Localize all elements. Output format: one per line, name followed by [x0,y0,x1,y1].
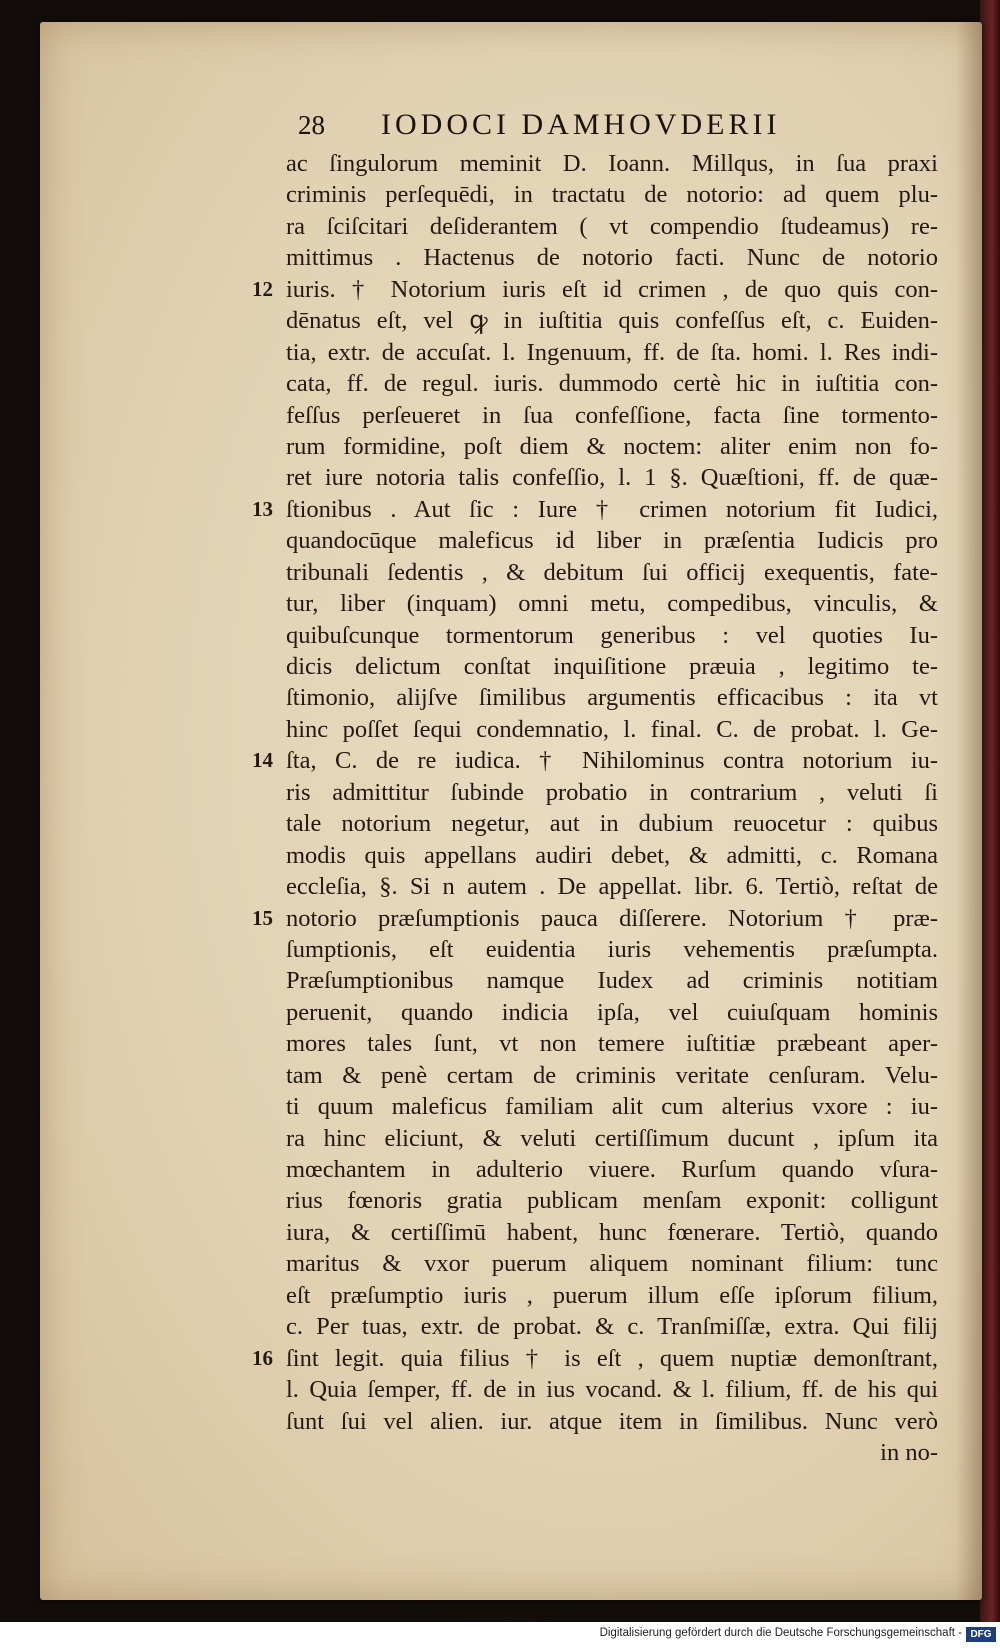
line-text: feſſus perſeueret in ſua confeſſione, facta ſine tormento- [286,401,938,429]
catchword: in no- [880,1438,938,1466]
line-text: eccleſia, §. Si n autem . De appellat. libr. 6. Tertiò, reſtat de [286,873,938,901]
book-page [40,22,982,1600]
text-line [40,651,982,682]
text-line [40,1060,982,1091]
margin-note-number: 12 [252,276,273,301]
line-text: ret iure notoria talis confeſſio, l. 1 §. Quæſtioni, ff. de quæ- [286,464,938,492]
text-line [40,1123,982,1154]
line-text: ſta, C. de re iudica. † Nihilominus contra notorium iu- [286,747,938,775]
line-text: rum formidine, poſt diem & noctem: aliter enim non fo- [286,432,938,460]
text-line [40,997,982,1028]
line-text: ſumptionis, eſt euidentia iuris vehementis præſumpta. [286,935,938,963]
line-text: ac ſingulorum meminit D. Ioann. Millqus, in ſua praxi [286,150,938,177]
line-text: dicis delictum conſtat inquiſitione præuia , legitimo te- [286,653,938,680]
text-line [40,211,982,242]
text-line [40,1374,982,1405]
line-text: mœchantem in adulterio viuere. Rurſum quando vſura- [286,1156,938,1183]
line-text: quandocūque maleficus id liber in præſentia Iudicis pro [286,527,938,555]
line-text: tale notorium negetur, aut in dubium reuocetur : quibus [286,810,938,838]
text-line [40,1091,982,1122]
text-line [40,1185,982,1216]
book-spine-edge [980,0,1000,1648]
line-text: mores tales ſunt, vt non temere iuſtitiæ præbeant aper- [286,1030,938,1058]
text-line [40,1311,982,1342]
text-line [40,179,982,210]
line-text: ti quum maleficus familiam alit cum alterius vxore : iu- [286,1093,938,1121]
text-line [40,557,982,588]
margin-note-number: 13 [252,496,273,521]
text-line [40,148,982,179]
line-text: rius fœnoris gratia publicam menſam exponit: colligunt [286,1187,938,1215]
text-line [40,337,982,368]
text-line [40,1217,982,1248]
line-text: quibuſcunque tormentorum generibus : vel quoties Iu- [286,621,938,649]
text-line [40,274,982,305]
text-line [40,714,982,745]
margin-note-number: 15 [252,905,273,930]
text-line [40,808,982,839]
line-text: ſint legit. quia filius † is eſt , quem nuptiæ demonſtrant, [286,1344,938,1372]
line-text: tribunali ſedentis , & debitum ſui officij exequentis, fate- [286,558,938,586]
running-head-title: IODOCI DAMHOVDERII [381,108,781,141]
body-text [40,148,982,1468]
line-text: ſtimonio, alijſve ſimilibus argumentis efficacibus : ita vt [286,684,938,712]
text-line [40,682,982,713]
line-text: iura, & certiſſimū habent, hunc fœnerare. Tertiò, quando [286,1218,938,1246]
line-text: criminis perſequēdi, in tractatu de notorio: ad quem plu- [286,181,938,209]
line-text: eſt præſumptio iuris , puerum illum eſſe ipſorum filium, [286,1281,938,1309]
running-head [298,108,938,152]
margin-note-number: 14 [252,748,273,773]
line-text: l. Quia ſemper, ff. de in ius vocand. & l. filium, ff. de his qui [286,1376,938,1404]
line-text: notorio præſumptionis pauca diſſerere. Notorium † præ- [286,904,938,932]
text-line [40,1154,982,1185]
catchword-line [40,1437,982,1468]
text-line [40,903,982,934]
text-line [40,588,982,619]
line-text: ra ſciſcitari deſiderantem ( vt compendio ſtudeamus) re- [286,212,938,240]
text-line [40,462,982,493]
line-text: dēnatus eſt, vel ꝙ in iuſtitia quis confeſſus eſt, c. Euiden- [286,307,938,335]
line-text: ris admittitur ſubinde probatio in contrarium , veluti ſi [286,778,938,806]
text-line [40,777,982,808]
text-line [40,1406,982,1437]
text-line [40,1028,982,1059]
line-text: ſunt ſui vel alien. iur. atque item in ſimilibus. Nunc verò [286,1407,938,1435]
text-line [40,1248,982,1279]
text-line [40,494,982,525]
text-line [40,525,982,556]
text-line [40,400,982,431]
text-line [40,965,982,996]
line-text: maritus & vxor puerum aliquem nominant filium: tunc [286,1250,938,1278]
line-text: tur, liber (inquam) omni metu, compedibus, vinculis, & [286,590,938,618]
funding-notice: Digitalisierung gefördert durch die Deutsche Forschungsgemeinschaft - [599,1627,962,1639]
text-line [40,745,982,776]
line-text: mittimus . Hactenus de notorio facti. Nunc de notorio [286,244,938,272]
margin-note-number: 16 [252,1345,273,1370]
text-line [40,305,982,336]
text-line [40,871,982,902]
line-text: iuris. † Notorium iuris eſt id crimen , de quo quis con- [286,275,938,303]
text-line [40,1280,982,1311]
footer-bar [0,1622,1000,1648]
text-line [40,840,982,871]
text-line [40,242,982,273]
text-line [40,620,982,651]
line-text: hinc poſſet ſequi condemnatio, l. final. C. de probat. l. Ge- [286,715,938,743]
line-text: Præſumptionibus namque Iudex ad criminis notitiam [286,967,938,995]
line-text: tam & penè certam de criminis veritate cenſuram. Velu- [286,1061,938,1089]
dfg-logo: DFG [966,1627,996,1642]
text-line [40,368,982,399]
text-line [40,934,982,965]
line-text: cata, ff. de regul. iuris. dummodo certè hic in iuſtitia con- [286,370,938,398]
line-text: peruenit, quando indicia ipſa, vel cuiuſquam hominis [286,998,938,1026]
line-text: c. Per tuas, extr. de probat. & c. Tranſmiſſæ, extra. Qui filij [286,1313,938,1341]
line-text: ſtionibus . Aut ſic : Iure † crimen notorium fit Iudici, [286,495,938,523]
line-text: modis quis appellans audiri debet, & admitti, c. Romana [286,841,938,869]
line-text: tia, extr. de accuſat. l. Ingenuum, ff. de ſta. homi. l. Res indi- [286,338,938,366]
line-text: ra hinc eliciunt, & veluti certiſſimum ducunt , ipſum ita [286,1124,938,1152]
text-line [40,1343,982,1374]
text-line [40,431,982,462]
page-number: 28 [298,110,325,140]
